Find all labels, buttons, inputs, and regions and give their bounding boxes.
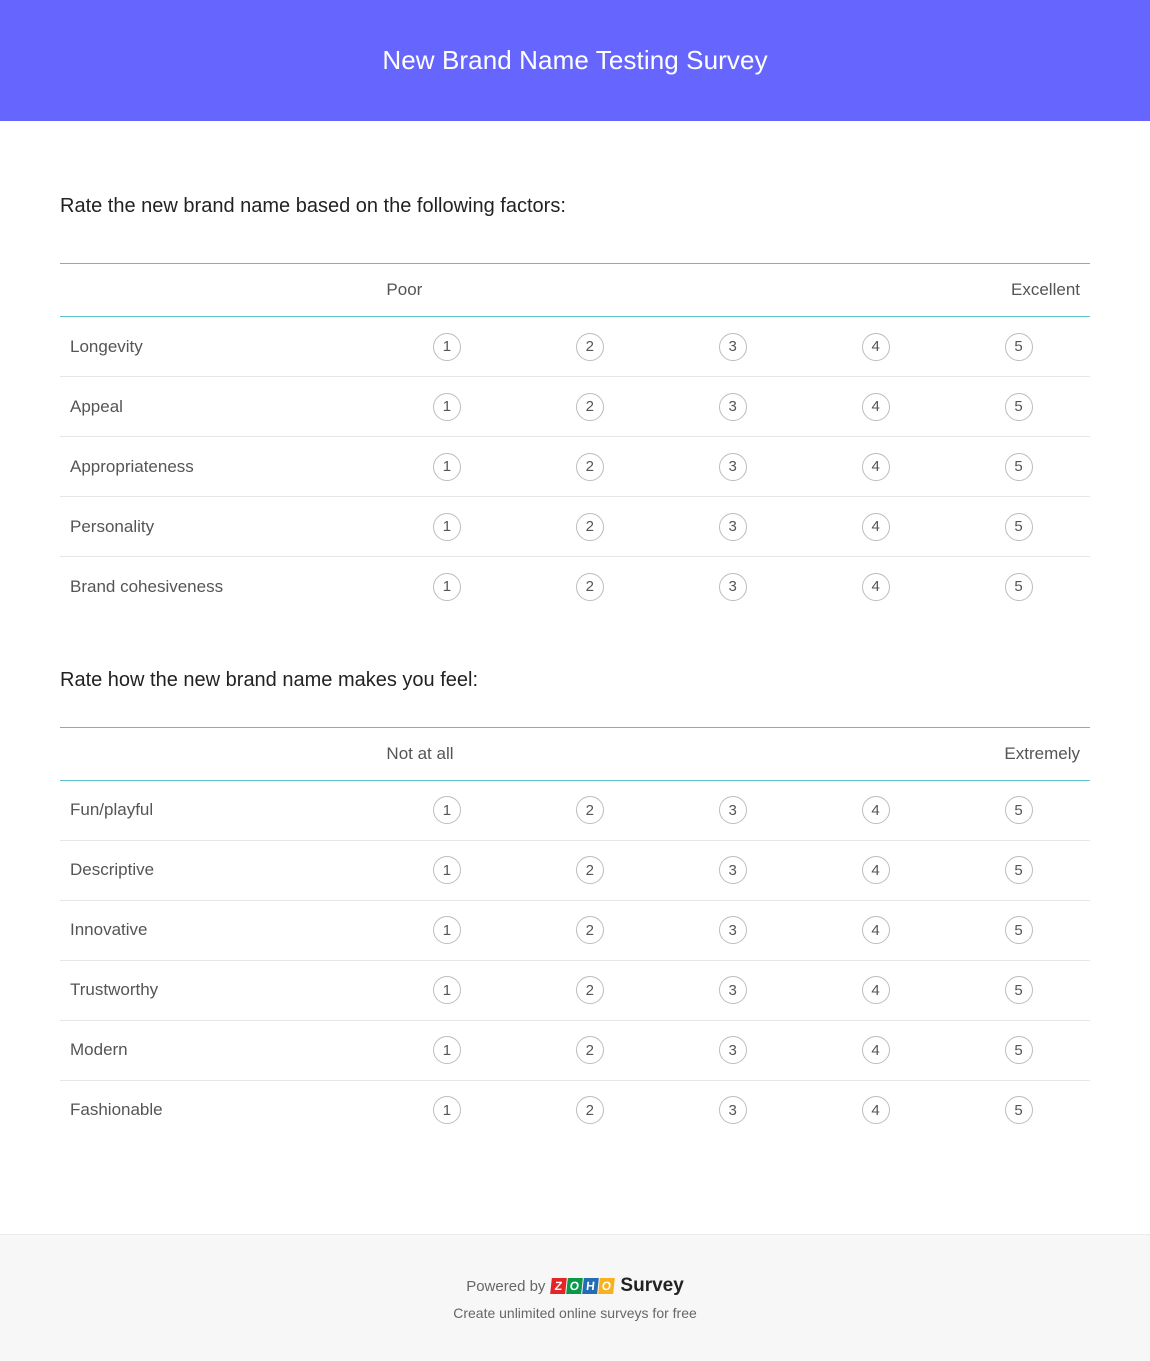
- rating-matrix-2: [60, 727, 1090, 1141]
- question-1-prompt: Rate the new brand name based on the following factors:: [60, 195, 566, 217]
- rating-radio-5[interactable]: 5: [1005, 1096, 1033, 1124]
- rating-option-cell: [518, 497, 661, 557]
- rating-radio-5[interactable]: 5: [1005, 1036, 1033, 1064]
- rating-radio-5[interactable]: 5: [1005, 393, 1033, 421]
- rating-radio-3[interactable]: 3: [719, 453, 747, 481]
- rating-option-cell: [518, 960, 661, 1020]
- rating-radio-5[interactable]: 5: [1005, 916, 1033, 944]
- matrix-row: [60, 437, 1090, 497]
- rating-radio-5[interactable]: 5: [1005, 333, 1033, 361]
- rating-option-cell: [375, 780, 518, 840]
- row-label: Appeal: [60, 377, 375, 437]
- rating-option-cell: [804, 780, 947, 840]
- survey-title: New Brand Name Testing Survey: [382, 45, 768, 75]
- survey-content: [0, 121, 1150, 1140]
- rating-radio-1[interactable]: 1: [433, 916, 461, 944]
- rating-radio-3[interactable]: 3: [719, 916, 747, 944]
- rating-option-cell: [804, 497, 947, 557]
- rating-radio-2[interactable]: 2: [576, 333, 604, 361]
- matrix-1-scale-header: [60, 264, 1090, 317]
- rating-option-cell: [518, 1080, 661, 1140]
- rating-option-cell: [804, 377, 947, 437]
- matrix-header-spacer: [661, 264, 947, 317]
- rating-radio-5[interactable]: 5: [1005, 453, 1033, 481]
- rating-option-cell: [518, 317, 661, 377]
- matrix-row: [60, 377, 1090, 437]
- row-label: Descriptive: [60, 840, 375, 900]
- zoho-logo-letter: O: [599, 1278, 616, 1294]
- rating-option-cell: [518, 1020, 661, 1080]
- scale-high-label: Extremely: [947, 727, 1090, 780]
- matrix-2-scale-header: [60, 727, 1090, 780]
- scale-low-label: Poor: [375, 264, 661, 317]
- scale-high-label: Excellent: [947, 264, 1090, 317]
- rating-option-cell: [375, 840, 518, 900]
- rating-matrix-1: [60, 263, 1090, 617]
- rating-radio-1[interactable]: 1: [433, 976, 461, 1004]
- powered-by-text: Powered by: [466, 1277, 546, 1295]
- rating-option-cell: [661, 497, 804, 557]
- rating-radio-4[interactable]: 4: [862, 513, 890, 541]
- rating-radio-4[interactable]: 4: [862, 573, 890, 601]
- rating-radio-2[interactable]: 2: [576, 573, 604, 601]
- rating-option-cell: [518, 377, 661, 437]
- rating-option-cell: [661, 377, 804, 437]
- rating-radio-4[interactable]: 4: [862, 916, 890, 944]
- matrix-row: [60, 840, 1090, 900]
- rating-option-cell: [375, 317, 518, 377]
- row-label: Personality: [60, 497, 375, 557]
- rating-radio-2[interactable]: 2: [576, 513, 604, 541]
- matrix-row: [60, 317, 1090, 377]
- row-label: Trustworthy: [60, 960, 375, 1020]
- row-label: Longevity: [70, 336, 143, 356]
- rating-radio-1[interactable]: 1: [433, 453, 461, 481]
- rating-option-cell: [947, 497, 1090, 557]
- rating-option-cell: [947, 840, 1090, 900]
- zoho-logo-letter: O: [567, 1278, 584, 1294]
- zoho-logo-icon: [551, 1278, 615, 1294]
- rating-radio-1[interactable]: 1: [433, 573, 461, 601]
- rating-radio-2[interactable]: 2: [576, 796, 604, 824]
- rating-radio-4[interactable]: 4: [862, 1036, 890, 1064]
- rating-radio-4[interactable]: 4: [862, 796, 890, 824]
- rating-option-cell: [947, 557, 1090, 617]
- rating-option-cell: [661, 437, 804, 497]
- rating-option-cell: [661, 960, 804, 1020]
- rating-radio-1[interactable]: 1: [433, 1096, 461, 1124]
- rating-option-cell: [661, 1080, 804, 1140]
- rating-radio-4[interactable]: 4: [862, 393, 890, 421]
- rating-option-cell: [947, 437, 1090, 497]
- rating-option-cell: [375, 1080, 518, 1140]
- rating-option-cell: [947, 900, 1090, 960]
- zoho-logo-letter: H: [583, 1278, 600, 1294]
- rating-option-cell: [947, 317, 1090, 377]
- rating-radio-2[interactable]: 2: [576, 916, 604, 944]
- rating-option-cell: [518, 900, 661, 960]
- rating-option-cell: [518, 437, 661, 497]
- rating-radio-5[interactable]: 5: [1005, 513, 1033, 541]
- rating-radio-5[interactable]: 5: [1005, 976, 1033, 1004]
- rating-option-cell: [804, 840, 947, 900]
- rating-radio-5[interactable]: 5: [1005, 856, 1033, 884]
- row-label: Fashionable: [60, 1080, 375, 1140]
- rating-option-cell: [661, 900, 804, 960]
- rating-radio-3[interactable]: 3: [719, 1096, 747, 1124]
- matrix-row: [60, 557, 1090, 617]
- rating-option-cell: [661, 780, 804, 840]
- matrix-row: [60, 1080, 1090, 1140]
- matrix-header-blank: [60, 264, 375, 317]
- rating-radio-4[interactable]: 4: [862, 333, 890, 361]
- rating-option-cell: [375, 960, 518, 1020]
- rating-radio-4[interactable]: 4: [862, 976, 890, 1004]
- matrix-row: [60, 1020, 1090, 1080]
- zoho-logo-letter: Z: [551, 1278, 568, 1294]
- rating-radio-1[interactable]: 1: [433, 1036, 461, 1064]
- rating-radio-5[interactable]: 5: [1005, 796, 1033, 824]
- rating-radio-3[interactable]: 3: [719, 333, 747, 361]
- rating-radio-1[interactable]: 1: [433, 796, 461, 824]
- rating-radio-2[interactable]: 2: [576, 453, 604, 481]
- rating-radio-1[interactable]: 1: [433, 513, 461, 541]
- rating-radio-1[interactable]: 1: [433, 393, 461, 421]
- rating-option-cell: [375, 437, 518, 497]
- rating-option-cell: [947, 960, 1090, 1020]
- rating-radio-3[interactable]: 3: [719, 796, 747, 824]
- rating-option-cell: [375, 1020, 518, 1080]
- matrix-row: [60, 780, 1090, 840]
- rating-radio-1[interactable]: 1: [433, 333, 461, 361]
- footer-tagline[interactable]: Create unlimited online surveys for free: [453, 1305, 697, 1321]
- survey-header: [0, 0, 1150, 121]
- powered-by: [0, 1275, 1150, 1297]
- rating-option-cell: [661, 557, 804, 617]
- matrix-header-blank: [60, 727, 375, 780]
- rating-option-cell: [947, 377, 1090, 437]
- rating-radio-4[interactable]: 4: [862, 1096, 890, 1124]
- rating-radio-2[interactable]: 2: [576, 1036, 604, 1064]
- rating-radio-2[interactable]: 2: [576, 976, 604, 1004]
- rating-option-cell: [661, 317, 804, 377]
- rating-radio-1[interactable]: 1: [433, 856, 461, 884]
- matrix-row: [60, 497, 1090, 557]
- footer: [0, 1234, 1150, 1361]
- rating-radio-3[interactable]: 3: [719, 393, 747, 421]
- rating-option-cell: [375, 377, 518, 437]
- rating-option-cell: [661, 1020, 804, 1080]
- rating-option-cell: [661, 840, 804, 900]
- rating-option-cell: [375, 497, 518, 557]
- rating-radio-3[interactable]: 3: [719, 573, 747, 601]
- row-label: Innovative: [60, 900, 375, 960]
- rating-radio-2[interactable]: 2: [576, 1096, 604, 1124]
- rating-option-cell: [518, 780, 661, 840]
- rating-option-cell: [804, 1020, 947, 1080]
- rating-option-cell: [804, 557, 947, 617]
- matrix-row: [60, 960, 1090, 1020]
- rating-radio-5[interactable]: 5: [1005, 573, 1033, 601]
- row-label: Modern: [60, 1020, 375, 1080]
- rating-radio-3[interactable]: 3: [719, 513, 747, 541]
- rating-option-cell: [804, 437, 947, 497]
- rating-option-cell: [804, 1080, 947, 1140]
- row-label: Brand cohesiveness: [60, 557, 375, 617]
- rating-option-cell: [804, 900, 947, 960]
- scale-low-label: Not at all: [375, 727, 661, 780]
- rating-option-cell: [375, 557, 518, 617]
- rating-radio-4[interactable]: 4: [862, 453, 890, 481]
- matrix-row: [60, 900, 1090, 960]
- question-2-prompt: Rate how the new brand name makes you feel:: [60, 668, 479, 691]
- rating-option-cell: [518, 840, 661, 900]
- rating-option-cell: [804, 317, 947, 377]
- rating-option-cell: [804, 960, 947, 1020]
- rating-radio-3[interactable]: 3: [719, 856, 747, 884]
- rating-option-cell: [947, 1020, 1090, 1080]
- rating-option-cell: [518, 557, 661, 617]
- rating-radio-2[interactable]: 2: [576, 856, 604, 884]
- rating-radio-2[interactable]: 2: [576, 393, 604, 421]
- row-label: Appropriateness: [60, 437, 375, 497]
- rating-radio-3[interactable]: 3: [719, 1036, 747, 1064]
- rating-option-cell: [947, 780, 1090, 840]
- zoho-survey-logo[interactable]: [551, 1275, 683, 1297]
- matrix-header-spacer: [661, 727, 947, 780]
- rating-option-cell: [947, 1080, 1090, 1140]
- rating-radio-3[interactable]: 3: [719, 976, 747, 1004]
- rating-radio-4[interactable]: 4: [862, 856, 890, 884]
- logo-word: Survey: [620, 1275, 684, 1296]
- rating-option-cell: [375, 900, 518, 960]
- row-label: Fun/playful: [70, 800, 154, 819]
